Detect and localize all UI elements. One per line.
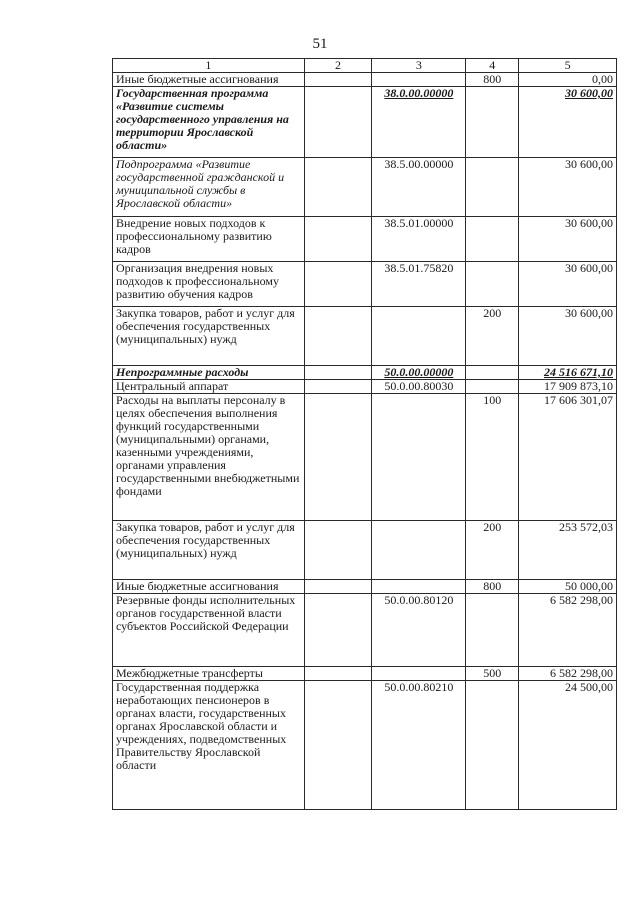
row-col2-cell bbox=[304, 521, 372, 580]
row-code-cell bbox=[372, 307, 466, 366]
table-row bbox=[113, 158, 617, 217]
header-cell: 3 bbox=[372, 59, 466, 73]
row-name-cell: Подпрограмма «Развитие государственной гражданской и муниципальной службы в Ярославской области» bbox=[113, 158, 305, 217]
row-col2-cell bbox=[304, 594, 372, 667]
row-col2-cell bbox=[304, 667, 372, 681]
row-name-cell: Организация внедрения новых подходов к профессиональному развитию обучения кадров bbox=[113, 262, 305, 307]
row-name-cell: Межбюджетные трансферты bbox=[113, 667, 305, 681]
row-kind-cell: 800 bbox=[466, 73, 519, 87]
row-kind-cell bbox=[466, 87, 519, 158]
row-col2-cell bbox=[304, 158, 372, 217]
row-col2-cell bbox=[304, 366, 372, 380]
row-col2-cell bbox=[304, 580, 372, 594]
row-name-cell: Центральный аппарат bbox=[113, 380, 305, 394]
row-name-cell: Государственная поддержка неработающих пенсионеров в органах власти, государственных органах Ярославской области и учреждениях, подведомственных Правительству Ярославской области bbox=[113, 681, 305, 810]
table-row bbox=[113, 307, 617, 366]
row-code-cell: 38.5.00.00000 bbox=[372, 158, 466, 217]
row-code-cell bbox=[372, 667, 466, 681]
table-row bbox=[113, 262, 617, 307]
row-code-cell: 50.0.00.80210 bbox=[372, 681, 466, 810]
row-name-cell: Закупка товаров, работ и услуг для обеспечения государственных (муниципальных) нужд bbox=[113, 521, 305, 580]
table-row bbox=[113, 217, 617, 262]
row-name-cell: Иные бюджетные ассигнования bbox=[113, 73, 305, 87]
row-kind-cell: 500 bbox=[466, 667, 519, 681]
row-kind-cell: 200 bbox=[466, 307, 519, 366]
table-row bbox=[113, 380, 617, 394]
row-code-cell: 38.5.01.00000 bbox=[372, 217, 466, 262]
row-kind-cell: 800 bbox=[466, 580, 519, 594]
row-amount-cell: 30 600,00 bbox=[519, 158, 617, 217]
row-kind-cell bbox=[466, 262, 519, 307]
row-amount-cell: 30 600,00 bbox=[519, 217, 617, 262]
row-col2-cell bbox=[304, 307, 372, 366]
row-name-cell: Закупка товаров, работ и услуг для обеспечения государственных (муниципальных) нужд bbox=[113, 307, 305, 366]
row-kind-cell bbox=[466, 158, 519, 217]
row-code-cell: 50.0.00.80120 bbox=[372, 594, 466, 667]
table-row bbox=[113, 521, 617, 580]
row-amount-cell: 0,00 bbox=[519, 73, 617, 87]
header-cell: 4 bbox=[466, 59, 519, 73]
row-code-cell bbox=[372, 580, 466, 594]
row-code-cell: 50.0.00.00000 bbox=[372, 366, 466, 380]
table-row bbox=[113, 667, 617, 681]
table-row bbox=[113, 87, 617, 158]
table-row bbox=[113, 681, 617, 810]
table-row bbox=[113, 366, 617, 380]
row-amount-cell: 6 582 298,00 bbox=[519, 667, 617, 681]
header-row bbox=[113, 59, 617, 73]
row-col2-cell bbox=[304, 87, 372, 158]
row-amount-cell: 253 572,03 bbox=[519, 521, 617, 580]
row-amount-cell: 30 600,00 bbox=[519, 307, 617, 366]
row-amount-cell: 30 600,00 bbox=[519, 262, 617, 307]
row-amount-cell: 24 516 671,10 bbox=[519, 366, 617, 380]
header-cell: 2 bbox=[304, 59, 372, 73]
row-amount-cell: 50 000,00 bbox=[519, 580, 617, 594]
row-kind-cell: 100 bbox=[466, 394, 519, 521]
row-kind-cell bbox=[466, 366, 519, 380]
row-code-cell bbox=[372, 394, 466, 521]
row-amount-cell: 24 500,00 bbox=[519, 681, 617, 810]
row-col2-cell bbox=[304, 394, 372, 521]
row-kind-cell bbox=[466, 217, 519, 262]
budget-table bbox=[112, 58, 617, 810]
table-row bbox=[113, 594, 617, 667]
row-col2-cell bbox=[304, 681, 372, 810]
row-code-cell bbox=[372, 521, 466, 580]
row-amount-cell: 6 582 298,00 bbox=[519, 594, 617, 667]
row-amount-cell: 17 606 301,07 bbox=[519, 394, 617, 521]
row-col2-cell bbox=[304, 217, 372, 262]
row-amount-cell: 17 909 873,10 bbox=[519, 380, 617, 394]
row-name-cell: Расходы на выплаты персоналу в целях обеспечения выполнения функций государственными (муниципальными) органами, казенными учреждениями, органами управления государственными внебюджетными фондами bbox=[113, 394, 305, 521]
row-name-cell: Внедрение новых подходов к профессиональному развитию кадров bbox=[113, 217, 305, 262]
row-name-cell: Непрограммные расходы bbox=[113, 366, 305, 380]
table-row bbox=[113, 394, 617, 521]
row-amount-cell: 30 600,00 bbox=[519, 87, 617, 158]
row-name-cell: Резервные фонды исполнительных органов государственной власти субъектов Российской Федерации bbox=[113, 594, 305, 667]
row-name-cell: Государственная программа «Развитие системы государственного управления на территории Ярославской области» bbox=[113, 87, 305, 158]
row-code-cell: 38.0.00.00000 bbox=[372, 87, 466, 158]
row-code-cell: 50.0.00.80030 bbox=[372, 380, 466, 394]
header-cell: 1 bbox=[113, 59, 305, 73]
row-kind-cell bbox=[466, 380, 519, 394]
row-kind-cell bbox=[466, 681, 519, 810]
row-code-cell bbox=[372, 73, 466, 87]
table-row bbox=[113, 580, 617, 594]
row-kind-cell: 200 bbox=[466, 521, 519, 580]
row-col2-cell bbox=[304, 73, 372, 87]
page-number: 51 bbox=[312, 36, 328, 52]
row-code-cell: 38.5.01.75820 bbox=[372, 262, 466, 307]
row-kind-cell bbox=[466, 594, 519, 667]
header-cell: 5 bbox=[519, 59, 617, 73]
row-col2-cell bbox=[304, 262, 372, 307]
row-col2-cell bbox=[304, 380, 372, 394]
table-row bbox=[113, 73, 617, 87]
row-name-cell: Иные бюджетные ассигнования bbox=[113, 580, 305, 594]
